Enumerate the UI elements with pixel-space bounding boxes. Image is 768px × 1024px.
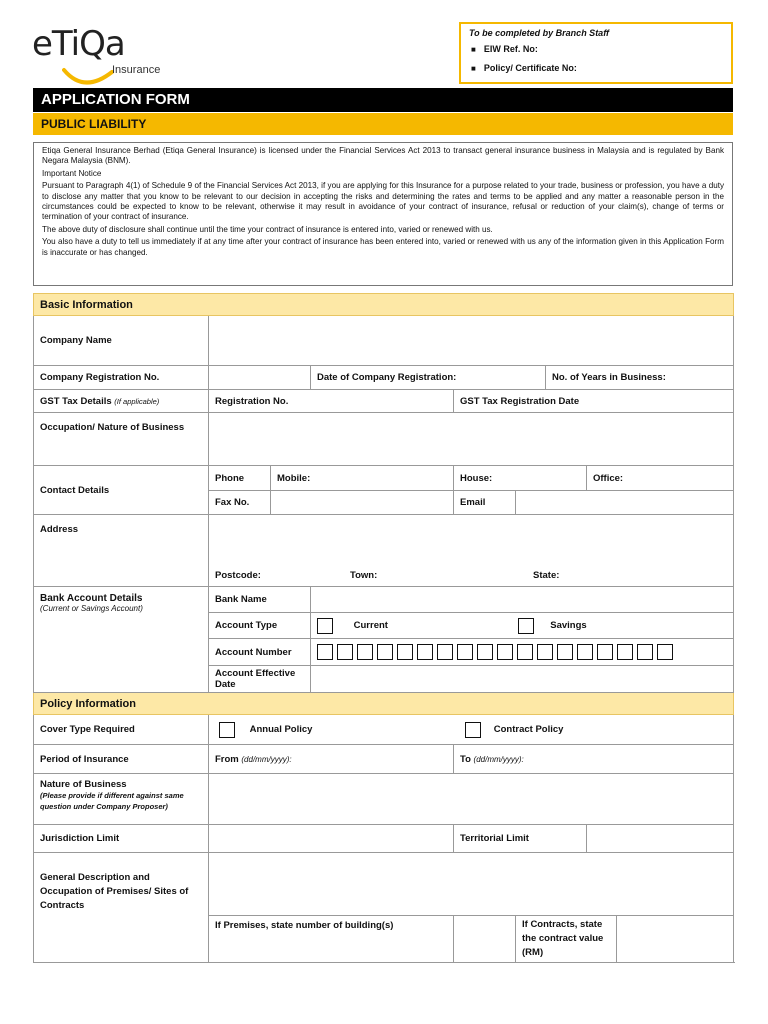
address-label: Address (34, 515, 209, 587)
jurisdiction-label: Jurisdiction Limit (34, 825, 209, 853)
occupation-input[interactable] (209, 413, 734, 466)
town-label: Town: (350, 570, 378, 581)
gst-note: (If applicable) (114, 396, 160, 406)
territorial-label: Territorial Limit (454, 825, 587, 853)
bullet-icon: ■ (471, 63, 476, 73)
period-from-field[interactable]: From (dd/mm/yyyy): (209, 745, 454, 774)
occupation-label: Occupation/ Nature of Business (34, 413, 209, 466)
contact-details-label: Contact Details (34, 466, 209, 515)
bank-account-label: Bank Account Details (Current or Savings Account) (34, 587, 209, 693)
postcode-label: Postcode: (215, 570, 261, 581)
house-field[interactable]: House: (454, 466, 587, 491)
company-name-input[interactable] (209, 316, 734, 366)
savings-label: Savings (550, 620, 587, 632)
period-label: Period of Insurance (34, 745, 209, 774)
premises-input[interactable] (454, 916, 516, 963)
contract-policy-checkbox[interactable] (465, 722, 481, 738)
notice-heading: Important Notice (42, 168, 102, 178)
current-checkbox[interactable] (317, 618, 333, 634)
policy-certificate-field[interactable] (471, 63, 723, 73)
current-label: Current (353, 620, 388, 632)
branch-staff-title: To be completed by Branch Staff (469, 28, 610, 38)
effective-date-input[interactable] (311, 666, 734, 693)
premises-label: If Premises, state number of building(s) (209, 916, 454, 963)
address-input[interactable] (209, 515, 734, 587)
phone-label: Phone (209, 466, 271, 491)
bank-name-input[interactable] (311, 587, 734, 613)
annual-policy-label: Annual Policy (249, 724, 313, 736)
account-number-input[interactable] (311, 639, 734, 666)
eiw-ref-label: EIW Ref. No: (483, 44, 538, 54)
fax-label: Fax No. (209, 491, 271, 515)
account-type-label: Account Type (209, 613, 311, 639)
form-title: APPLICATION FORM (33, 88, 733, 112)
account-number-label: Account Number (209, 639, 311, 666)
effective-date-label: Account Effective Date (209, 666, 311, 693)
logo-subtitle: Insurance (112, 64, 161, 76)
form-subtitle: PUBLIC LIABILITY (33, 113, 733, 135)
registration-no-field[interactable]: Registration No. (209, 390, 454, 413)
nature-business-input[interactable] (209, 774, 734, 825)
notice-licence: Etiqa General Insurance Berhad (Etiqa General Insurance) is licensed under the Financial Services Act 2013 to transact general insurance business in Malaysia and is regulated by Bank Negara Malaysia (BNM). (42, 146, 724, 166)
branch-staff-box (459, 22, 733, 84)
state-label: State: (533, 570, 560, 581)
gst-label: GST Tax Details (If applicable) (34, 390, 209, 413)
general-description-input[interactable] (209, 853, 734, 916)
office-field[interactable]: Office: (587, 466, 734, 491)
nature-business-label: Nature of Business (Please provide if different against same question under Company Proposer) (34, 774, 209, 825)
territorial-input[interactable] (587, 825, 734, 853)
notice-continuation: The above duty of disclosure shall continue until the time your contract of insurance is entered into, varied or renewed with us. (42, 224, 493, 234)
application-form-table (33, 293, 734, 963)
nature-business-note: (Please provide if different against same question under Company Proposer) (40, 791, 184, 811)
company-reg-label: Company Registration No. (34, 366, 209, 390)
bank-name-label: Bank Name (209, 587, 311, 613)
bank-account-note: (Current or Savings Account) (40, 604, 143, 613)
mobile-field[interactable]: Mobile: (271, 466, 454, 491)
account-type-options (311, 613, 734, 639)
savings-checkbox[interactable] (518, 618, 534, 634)
date-reg-field[interactable]: Date of Company Registration: (311, 366, 546, 390)
section-policy-information: Policy Information (34, 693, 734, 715)
annual-policy-checkbox[interactable] (219, 722, 235, 738)
period-to-field[interactable]: To (dd/mm/yyyy): (454, 745, 734, 774)
email-input[interactable] (516, 491, 734, 515)
section-basic-information: Basic Information (34, 294, 734, 316)
notice-duty: Pursuant to Paragraph 4(1) of Schedule 9 of the Financial Services Act 2013, if you are applying for this Insurance for a purpose related to your trade, business or profession, you have a duty to disclose any matter that you know to be relevant to our decision in accepting the risks and determining the rates and terms to be applied and any matter a reasonable person in the circumstances could be expected to know to be relevant, otherwise it may result in avoidance of your contract of insurance, refusal or reduction of your claim(s), change of terms or termination of your contract of insurance. (42, 181, 724, 222)
notice-inform: You also have a duty to tell us immediately if at any time after your contract of insurance has been entered into, varied or renewed with us any of the information given in this Application Form is inaccurate or has changed. (42, 237, 724, 257)
years-business-field[interactable]: No. of Years in Business: (546, 366, 734, 390)
logo-wordmark: eTiQa (32, 24, 125, 64)
company-name-label: Company Name (34, 316, 209, 366)
general-description-label: General Description and Occupation of Premises/ Sites of Contracts (34, 853, 209, 963)
fax-input[interactable] (271, 491, 454, 515)
account-number-boxes (317, 644, 727, 660)
notice-box (33, 142, 733, 286)
contract-policy-label: Contract Policy (493, 724, 564, 736)
bullet-icon: ■ (471, 44, 476, 54)
jurisdiction-input[interactable] (209, 825, 454, 853)
company-reg-input[interactable] (209, 366, 311, 390)
email-label: Email (454, 491, 516, 515)
etiqa-logo (32, 24, 172, 80)
eiw-ref-field[interactable] (471, 44, 723, 54)
gst-reg-date-field[interactable]: GST Tax Registration Date (454, 390, 734, 413)
contracts-input[interactable] (617, 916, 734, 963)
cover-type-label: Cover Type Required (34, 715, 209, 745)
policy-certificate-label: Policy/ Certificate No: (483, 63, 577, 73)
cover-type-options (209, 715, 734, 745)
contracts-label: If Contracts, state the contract value (RM) (516, 916, 617, 963)
